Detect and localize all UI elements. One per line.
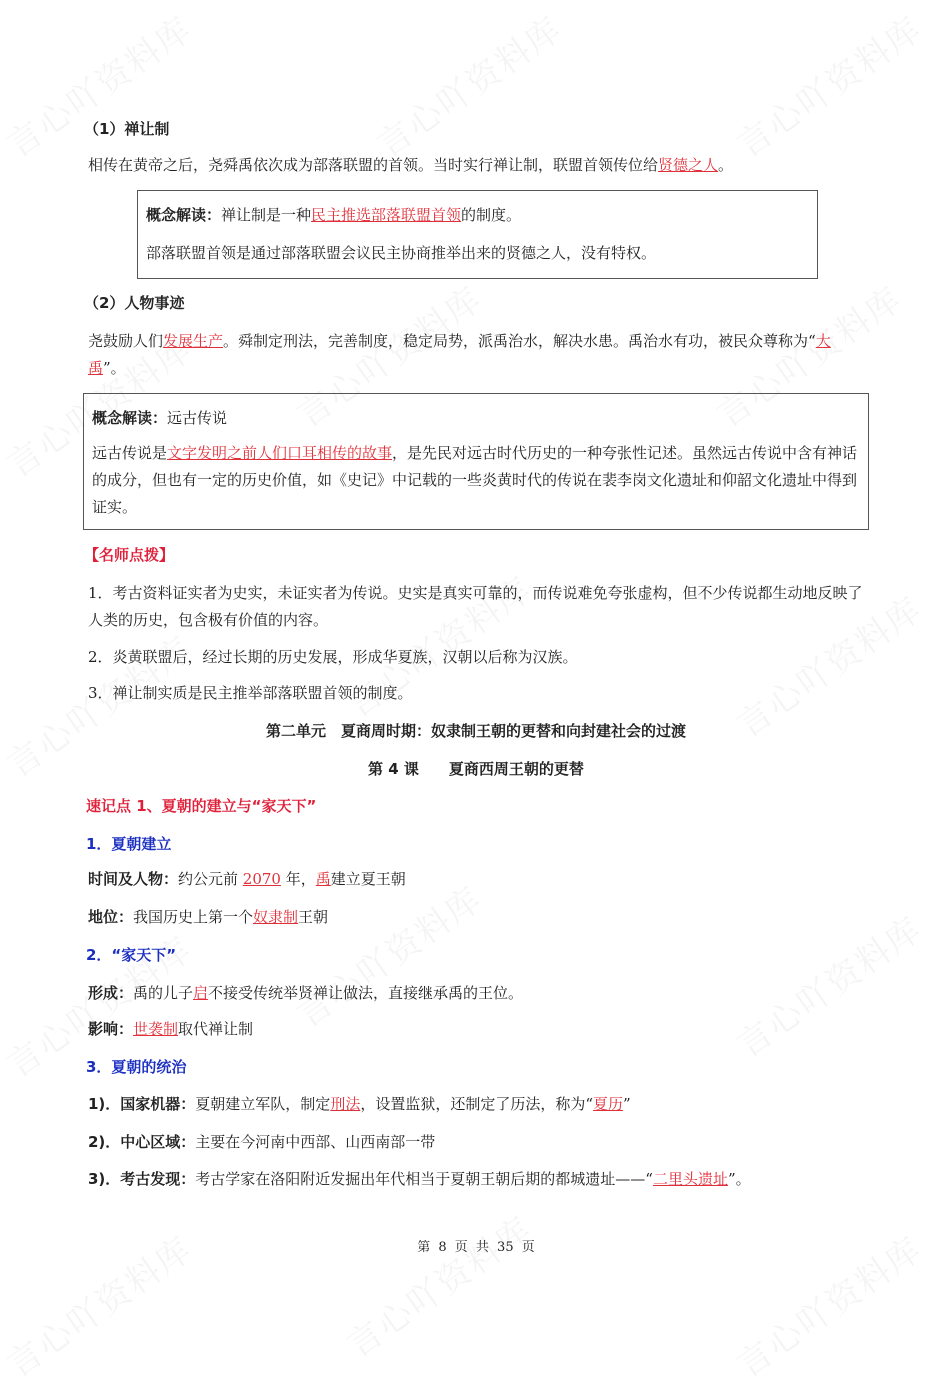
text: 禅让制是一种 [221,206,312,224]
text: 。舜制定刑法，完善制度，稳定局势，派禹治水，解决水患。禹治水有功，被民众尊称为“ [223,332,816,350]
field-label: 2)．中心区域： [88,1133,196,1151]
text: 禹的儿子 [133,984,194,1002]
text: 相传在黄帝之后，尧舜禹依次成为部落联盟的首领。当时实行禅让制，联盟首领传位给 [88,156,659,174]
field-label: 地位： [88,908,134,926]
key-term: 奴隶制 [253,908,299,926]
tip-item: 1．考古资料证实者为史实，未证实者为传说。史实是真实可靠的，而传说难免夸张虚构，但不少传说都生动地反映了人类的历史，包含极有价值的内容。 [88,584,863,629]
text: 。 [718,156,734,174]
rule-item-1 [88,1091,868,1118]
text: ，设置监狱，还制定了历法，称为“ [360,1095,593,1113]
concept-line-2: 部落联盟首领是通过部落联盟会议民主协商推举出来的贤德之人，没有特权。 [146,244,657,262]
watermark [725,2,930,166]
text: 我国历史上第一个 [133,908,254,926]
text: 取代禅让制 [178,1020,254,1038]
concept-label: 概念解读： [146,206,222,224]
concept-line-1 [146,203,521,227]
text: 考古学家在洛阳附近发掘出年代相当于夏朝王朝后期的都城遗址——“ [195,1170,653,1188]
tips-heading: 【名师点拨】 [84,546,175,564]
point-heading: 速记点 1、夏朝的建立与“家天下” [86,797,317,815]
subheading-xia-rule: 3．夏朝的统治 [86,1058,187,1076]
key-term: 大禹 [88,332,831,377]
effect-line [88,1016,868,1043]
text: 主要在今河南中西部、山西南部一带 [195,1133,436,1151]
page-number: 第 8 页 共 35 页 [417,1240,535,1255]
status-line [88,904,868,931]
key-term: 2070 [242,870,281,888]
watermark [365,2,570,166]
key-term: 二里头遗址 [652,1170,728,1188]
rule-item-2 [88,1129,868,1156]
watermark [335,1202,540,1366]
text: 的制度。 [461,206,522,224]
text: 夏朝建立军队，制定 [195,1095,331,1113]
subheading-jiatianxia: 2．“家天下” [86,946,177,964]
text: 尧鼓励人们 [88,332,164,350]
field-label: 时间及人物： [88,870,179,888]
watermark [0,2,201,166]
concept-paragraph [92,440,860,521]
section-heading-figures: （2）人物事迹 [84,294,185,312]
field-label: 形成： [88,984,134,1002]
key-term: 世袭制 [133,1020,179,1038]
key-term: 刑法 [330,1095,361,1113]
field-label: 影响： [88,1020,134,1038]
text: 王朝 [298,908,329,926]
key-term: 民主推选部落联盟首领 [311,206,462,224]
rule-item-3 [88,1166,868,1193]
tip-item: 2．炎黄联盟后，经过长期的历史发展，形成华夏族，汉朝以后称为汉族。 [88,648,578,666]
concept-line-title [92,406,227,430]
concept-box-shanrang [137,190,818,279]
subheading-xia-founding: 1．夏朝建立 [86,835,172,853]
text: ”。 [103,359,126,377]
text: ，是先民对远古时代历史的一种夸张性记述。虽然远古传说中含有神话的成分，但也有一定的历史价值，如《史记》中记载的一些炎黄时代的传说在裴李岗文化遗址和仰韶文化遗址中得到证实。 [92,444,858,516]
watermark [285,872,490,1036]
text: 不接受传统举贤禅让做法，直接继承禹的王位。 [208,984,524,1002]
key-term: 贤德之人 [658,156,719,174]
lesson-title: 第 4 课 夏商西周王朝的更替 [368,760,584,778]
key-term: 禹 [315,870,331,888]
section-heading-shanrang: （1）禅让制 [84,120,170,138]
text: ”。 [727,1170,751,1188]
text: 建立夏王朝 [330,870,406,888]
tip-item: 3．禅让制实质是民主推举部落联盟首领的制度。 [88,684,413,702]
key-term: 启 [193,984,209,1002]
figures-paragraph [88,328,868,382]
text: 年， [280,870,316,888]
unit-title: 第二单元 夏商周时期：奴隶制王朝的更替和向封建社会的过渡 [265,722,686,740]
key-term: 发展生产 [163,332,224,350]
time-figure-line [88,866,868,893]
text: ” [623,1095,631,1113]
concept-box-legend [83,393,869,530]
key-term: 夏历 [593,1095,624,1113]
text: 远古传说是 [92,444,168,462]
shanrang-paragraph [88,152,868,179]
field-label: 3)．考古发现： [88,1170,196,1188]
field-label: 1)．国家机器： [88,1095,196,1113]
text: 约公元前 [178,870,243,888]
formation-line [88,980,868,1007]
concept-label: 概念解读： [92,409,168,427]
key-term: 文字发明之前人们口耳相传的故事 [167,444,393,462]
concept-value: 远古传说 [167,409,228,427]
